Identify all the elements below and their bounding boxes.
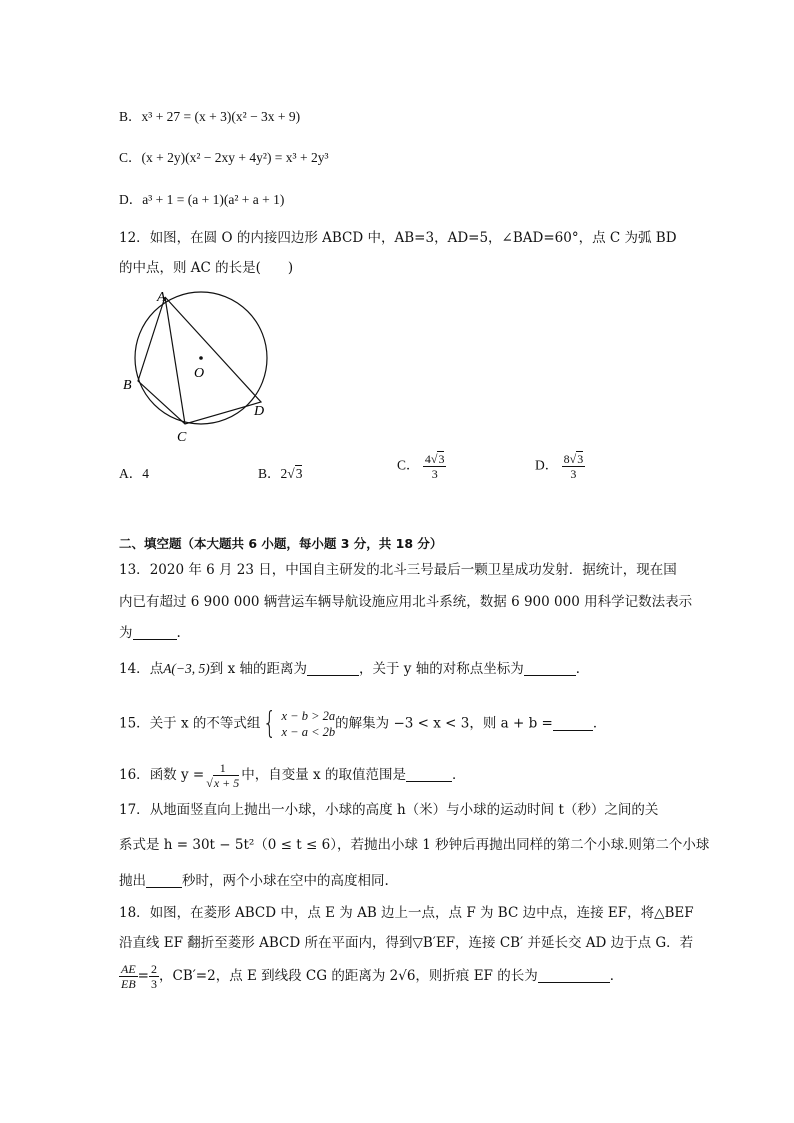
q13-line3: 为 .	[119, 625, 181, 641]
q13-answer-blank[interactable]	[133, 625, 177, 640]
q15-inequality-system: { x − b > 2a x − a < 2b	[263, 706, 336, 741]
q17-line3: 抛出 秒时，两个小球在空中的高度相同.	[119, 873, 389, 889]
section2-title: 二、填空题（本大题共 6 小题，每小题 3 分，共 18 分）	[119, 536, 443, 551]
q12-choice-a: A．4	[119, 466, 149, 481]
q14-line: 14．点A(−3, 5)到 x 轴的距离为 ，关于 y 轴的对称点坐标为 ．	[119, 661, 590, 677]
q12-choice-d: D． $\frac{8√3}{3}$	[535, 452, 584, 481]
center-point-o	[199, 356, 203, 360]
label-o: O	[194, 366, 205, 381]
option-c-prev: C．(x + 2y)(x² − 2xy + 4y²) = x³ + 2y³	[119, 150, 329, 165]
q16-answer-blank[interactable]	[406, 767, 452, 782]
q12-circle-figure	[118, 285, 278, 445]
q17-line2: 系式是 h = 30t − 5t²（0 ≤ t ≤ 6），若抛出小球 1 秒钟后再抛出同样的第二个小球.则第二个小球	[119, 837, 710, 853]
q15-line: 15．关于 x 的不等式组 { x − b > 2a x − a < 2b 的解集为 −3 < x < 3，则 a + b = ．	[119, 706, 607, 741]
option-d-prev: D．a³ + 1 = (a + 1)(a² + a + 1)	[119, 192, 285, 207]
q16-fraction: $\frac{1}{√x + 5}$	[206, 761, 240, 790]
q12-choice-b: B．2√3	[258, 466, 303, 481]
q18-line3: $\frac{AE}{EB}$ = $\frac{2}{3}$ ，CB′=2，点 E 到线段 CG 的距离为 2√6，则折痕 EF 的长为 ．	[121, 962, 624, 991]
label-a: A	[157, 290, 166, 305]
q16-line: 16．函数 y = $\frac{1}{√x + 5}$ 中，自变量 x 的取值范围是 ．	[119, 761, 466, 790]
q14-blank-distance[interactable]	[307, 661, 359, 676]
q12-text-line2: 的中点，则 AC 的长是( )	[119, 260, 294, 276]
quadrilateral-abcd	[138, 297, 261, 424]
q18-line1: 18．如图，在菱形 ABCD 中，点 E 为 AB 边上一点，点 F 为 BC 边中点，连接 EF，将△BEF	[119, 905, 694, 921]
q15-answer-blank[interactable]	[553, 716, 593, 731]
q18-ratio-ae-eb: $\frac{AE}{EB}$	[121, 962, 136, 991]
q18-ratio-value: $\frac{2}{3}$	[150, 962, 157, 991]
q17-line1: 17．从地面竖直向上抛出一小球，小球的高度 h（米）与小球的运动时间 t（秒）之间的关	[119, 802, 659, 818]
q13-line2: 内已有超过 6 900 000 辆营运车辆导航设施应用北斗系统，数据 6 900 000 用科学记数法表示	[119, 594, 693, 610]
q14-blank-symmetric-point[interactable]	[524, 661, 576, 676]
label-b: B	[123, 378, 132, 393]
q18-line2: 沿直线 EF 翻折至菱形 ABCD 所在平面内，得到▽B′EF，连接 CB′ 并延长交 AD 边于点 G．若	[119, 935, 694, 951]
q18-answer-blank[interactable]	[538, 968, 610, 983]
q12-text-line1: 12．如图，在圆 O 的内接四边形 ABCD 中，AB=3，AD=5，∠BAD=60°，点 C 为弧 BD	[119, 230, 677, 246]
label-c: C	[177, 430, 187, 445]
label-d: D	[254, 404, 265, 419]
q12-choice-c: C． $\frac{4√3}{3}$	[397, 452, 445, 481]
q17-answer-blank[interactable]	[146, 873, 182, 888]
q13-line1: 13．2020 年 6 月 23 日，中国自主研发的北斗三号最后一颗卫星成功发射．据统计，现在国	[119, 562, 677, 578]
option-b-prev: B．x³ + 27 = (x + 3)(x² − 3x + 9)	[119, 109, 301, 124]
